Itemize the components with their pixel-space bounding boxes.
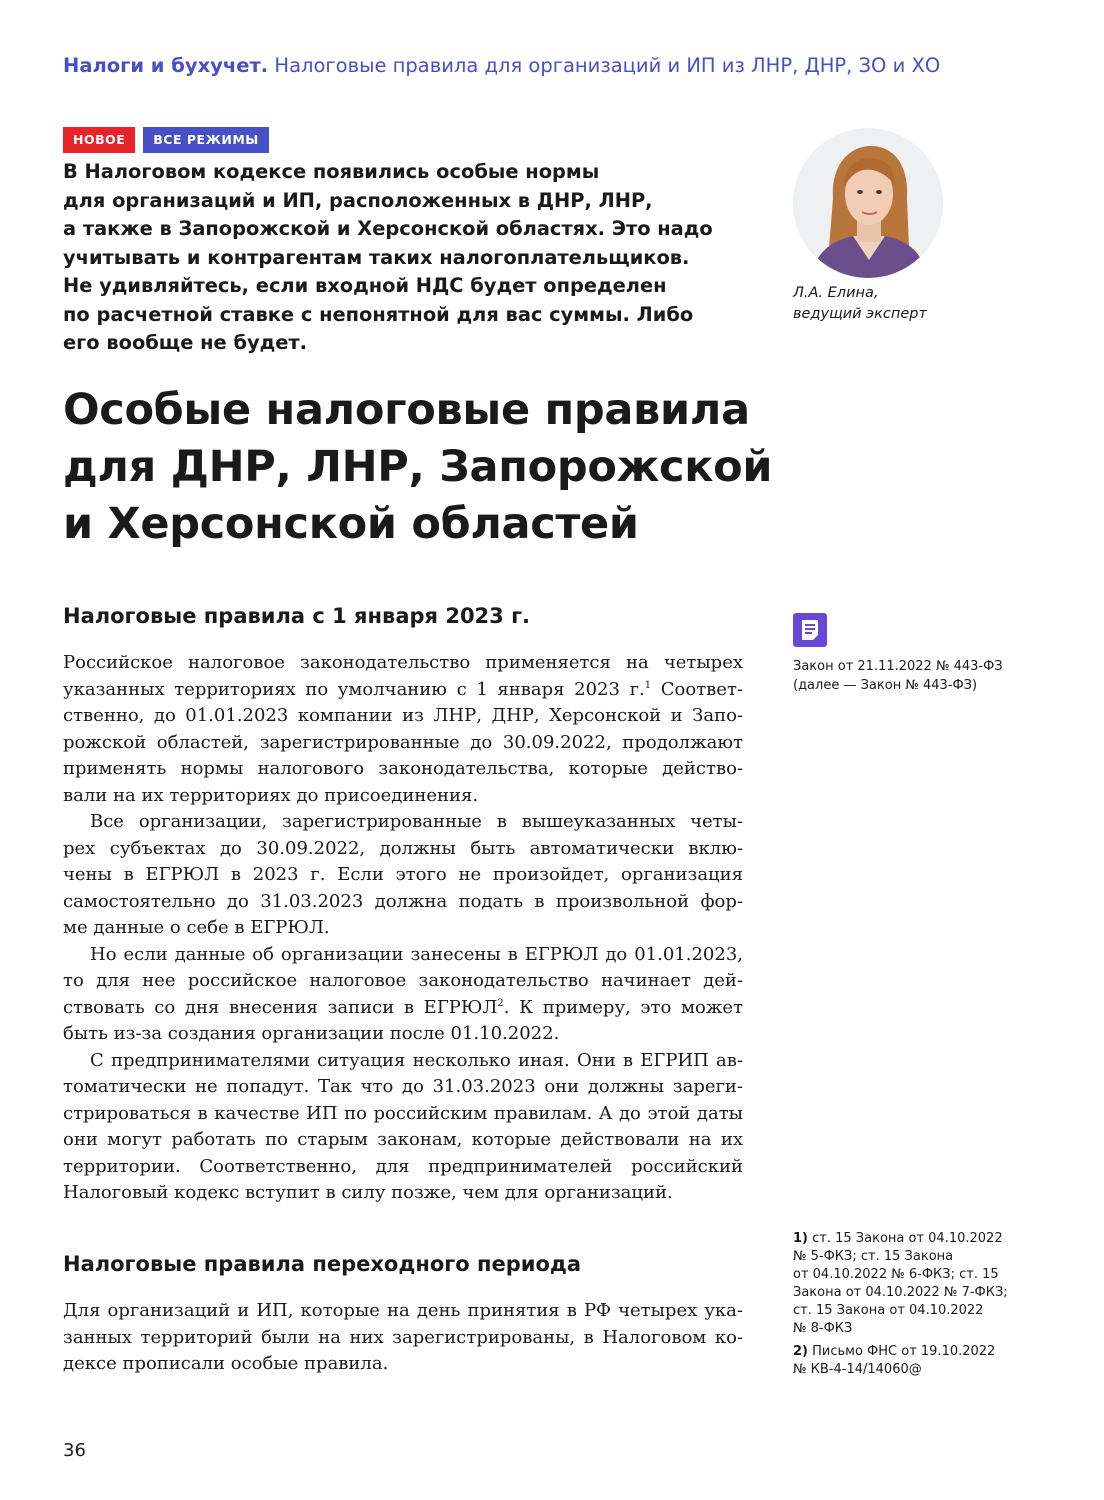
text-run: Соответ- [651, 678, 743, 700]
text-line: дексе прописали особые правила. [63, 1353, 389, 1374]
text-line: чены в ЕГРЮЛ в 2023 г. Если этого не произойдет, организация [63, 864, 743, 885]
lead-line: Не удивляйтесь, если входной НДС будет определен [63, 274, 667, 297]
lead-line: для организаций и ИП, расположенных в ДНР, ЛНР, [63, 188, 653, 212]
footnote-text: ст. 15 Закона от 04.10.2022 [808, 1231, 1003, 1246]
author-caption [793, 283, 1043, 325]
section1-heading: Налоговые правила с 1 января 2023 г. [63, 604, 531, 628]
tag-all-regimes: ВСЕ РЕЖИМЫ [143, 127, 268, 153]
footnote-line [793, 1343, 1053, 1361]
text-line: территории. Соответственно, для предпринимателей российский [63, 1155, 743, 1177]
paragraph [63, 1048, 743, 1207]
footnote-line: Закона от 04.10.2022 № 7-ФКЗ; [793, 1285, 1008, 1300]
text-run: ствовать со дня внесения записи в ЕГРЮЛ [63, 996, 498, 1018]
footnote-line: № 5-ФКЗ; ст. 15 Закона [793, 1249, 954, 1264]
text-line: томатически не попадут. Так что до 31.03.2023 они должны зареги- [63, 1076, 743, 1097]
text-line: применять нормы налогового законодательства, которые действо- [63, 758, 743, 779]
text-line: быть из-за создания организации после 01.10.2022. [63, 1023, 560, 1044]
paragraph [63, 650, 743, 809]
text-line: вали на их территориях до присоединения. [63, 784, 479, 806]
footnote-number: 1) [793, 1231, 808, 1246]
article-title [63, 382, 1063, 553]
header-subtitle: Налоговые правила для организаций и ИП из ЛНР, ДНР, ЗО и ХО [274, 54, 941, 77]
text-line: то для нее российское налоговое законодательство начинает дей- [63, 970, 743, 991]
section2-heading: Налоговые правила переходного периода [63, 1252, 582, 1276]
footnote-line [793, 1230, 1053, 1248]
text-line [63, 677, 743, 704]
document-icon [793, 613, 827, 647]
tag-list [63, 127, 269, 153]
text-line: Налоговый кодекс вступит в силу позже, чем для организаций. [63, 1182, 673, 1203]
header-section: Налоги и бухучет. [63, 54, 269, 77]
text-line: Для организаций и ИП, которые на день принятия в РФ четырех ука- [63, 1300, 743, 1321]
author-name: Л.А. Елина, [793, 285, 879, 301]
law-reference [793, 657, 1053, 695]
text-line [63, 995, 743, 1022]
tag-new: НОВОЕ [63, 127, 135, 153]
title-line: и Херсонской областей [63, 499, 639, 549]
title-line: Особые налоговые правила [63, 385, 750, 435]
text-run: указанных территориях по умолчанию с 1 января 2023 г. [63, 678, 645, 700]
lead-line: его вообще не будет. [63, 331, 308, 354]
text-line: Все организации, зарегистрированные в вышеуказанных четы- [90, 811, 743, 832]
lead-paragraph [63, 158, 743, 358]
text-line: Но если данные об организации занесены в ЕГРЮЛ до 01.01.2023, [90, 943, 743, 965]
text-line: ме данные о себе в ЕГРЮЛ. [63, 917, 330, 938]
footnote-number: 2) [793, 1344, 808, 1359]
text-line: С предпринимателями ситуация несколько иная. Они в ЕГРИП ав- [90, 1049, 743, 1071]
text-line: Российское налоговое законодательство применяется на четырех [63, 652, 743, 673]
footnote [793, 1230, 1053, 1338]
footnote-ref: 1 [644, 679, 652, 691]
footnote [793, 1343, 1053, 1379]
section2-body [63, 1298, 743, 1378]
text-line: рожской областей, зарегистрированные до 30.09.2022, продолжают [63, 731, 743, 753]
text-line: рех субъектах до 30.09.2022, должны быть автоматически вклю- [63, 837, 743, 859]
section1-body [63, 650, 743, 1207]
lead-line: а также в Запорожской и Херсонской областях. Это надо [63, 217, 713, 240]
footnote-ref: 2 [497, 997, 504, 1009]
text-line: самостоятельно до 31.03.2023 должна подать в произвольной фор- [63, 890, 743, 912]
text-line: они могут работать по старым законам, которые действовали на их [63, 1129, 743, 1150]
paragraph [63, 942, 743, 1048]
footnote-line: ст. 15 Закона от 04.10.2022 [793, 1303, 984, 1318]
page-number: 36 [63, 1440, 86, 1461]
law-reference-line: Закон от 21.11.2022 № 443-ФЗ [793, 659, 1003, 674]
title-line: для ДНР, ЛНР, Запорожской [63, 442, 773, 492]
paragraph [63, 809, 743, 942]
footnote-line: № 8-ФКЗ [793, 1321, 853, 1336]
law-reference-line: (далее — Закон № 443-ФЗ) [793, 678, 978, 693]
footnote-text: Письмо ФНС от 19.10.2022 [808, 1344, 996, 1359]
author-photo [793, 128, 943, 278]
footnotes [793, 1230, 1053, 1384]
lead-line: учитывать и контрагентам таких налогоплательщиков. [63, 245, 690, 269]
paragraph [63, 1298, 743, 1378]
lead-line: В Налоговом кодексе появились особые нормы [63, 160, 600, 183]
text-line: занных территорий были на них зарегистрированы, в Налоговом ко- [63, 1326, 743, 1348]
footnote-line: от 04.10.2022 № 6-ФКЗ; ст. 15 [793, 1267, 999, 1282]
footnote-line: № КВ-4-14/14060@ [793, 1362, 922, 1377]
lead-line: по расчетной ставке с непонятной для вас суммы. Либо [63, 302, 694, 326]
running-header [63, 54, 1063, 77]
author-role: ведущий эксперт [793, 306, 927, 322]
text-line: стрироваться в качестве ИП по российским правилам. А до этой даты [63, 1102, 743, 1124]
text-line: ственно, до 01.01.2023 компании из ЛНР, ДНР, Херсонской и Запо- [63, 705, 743, 726]
text-run: . К примеру, это может [503, 996, 743, 1018]
